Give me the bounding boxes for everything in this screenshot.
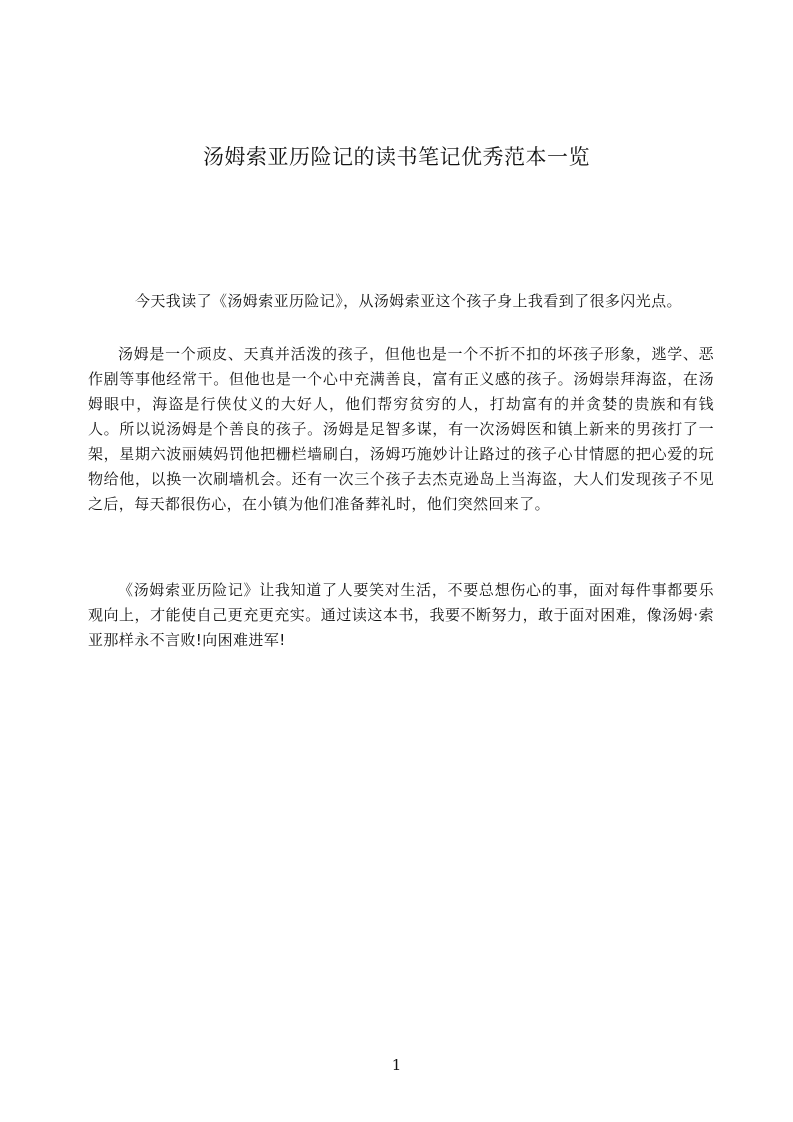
page-number: 1 [391,1056,402,1074]
paragraph-conclusion: 《汤姆索亚历险记》让我知道了人要笑对生活，不要总想伤心的事，面对每件事都要乐观向上，才能使自己更充更充实。通过读这本书，我要不断努力，敢于面对困难，像汤姆·索亚那样永不言败!向困难进军! [88,581,714,649]
document-title: 汤姆索亚历险记的读书笔记优秀范本一览 [203,145,590,169]
paragraph-intro: 今天我读了《汤姆索亚历险记》，从汤姆索亚这个孩子身上我看到了很多闪光点。 [135,292,682,310]
paragraph-tom-description: 汤姆是一个顽皮、天真并活泼的孩子，但他也是一个不折不扣的坏孩子形象，逃学、恶作剧等事他经常干。但他也是一个心中充满善良，富有正义感的孩子。汤姆崇拜海盗，在汤姆眼中，海盗是行侠仗义的大好人，他们帮穷贫穷的人，打劫富有的并贪婪的贵族和有钱人。所以说汤姆是个善良的孩子。汤姆是足智多谋，有一次汤姆医和镇上新来的男孩打了一架，星期六波丽姨妈罚他把栅栏墙刷白，汤姆巧施妙计让路过的孩子心甘情愿的把心爱的玩物给他，以换一次刷墙机会。还有一次三个孩子去杰克逊岛上当海盗，大人们发现孩子不见之后，每天都很伤心，在小镇为他们准备葬礼时，他们突然回来了。 [88,345,714,513]
